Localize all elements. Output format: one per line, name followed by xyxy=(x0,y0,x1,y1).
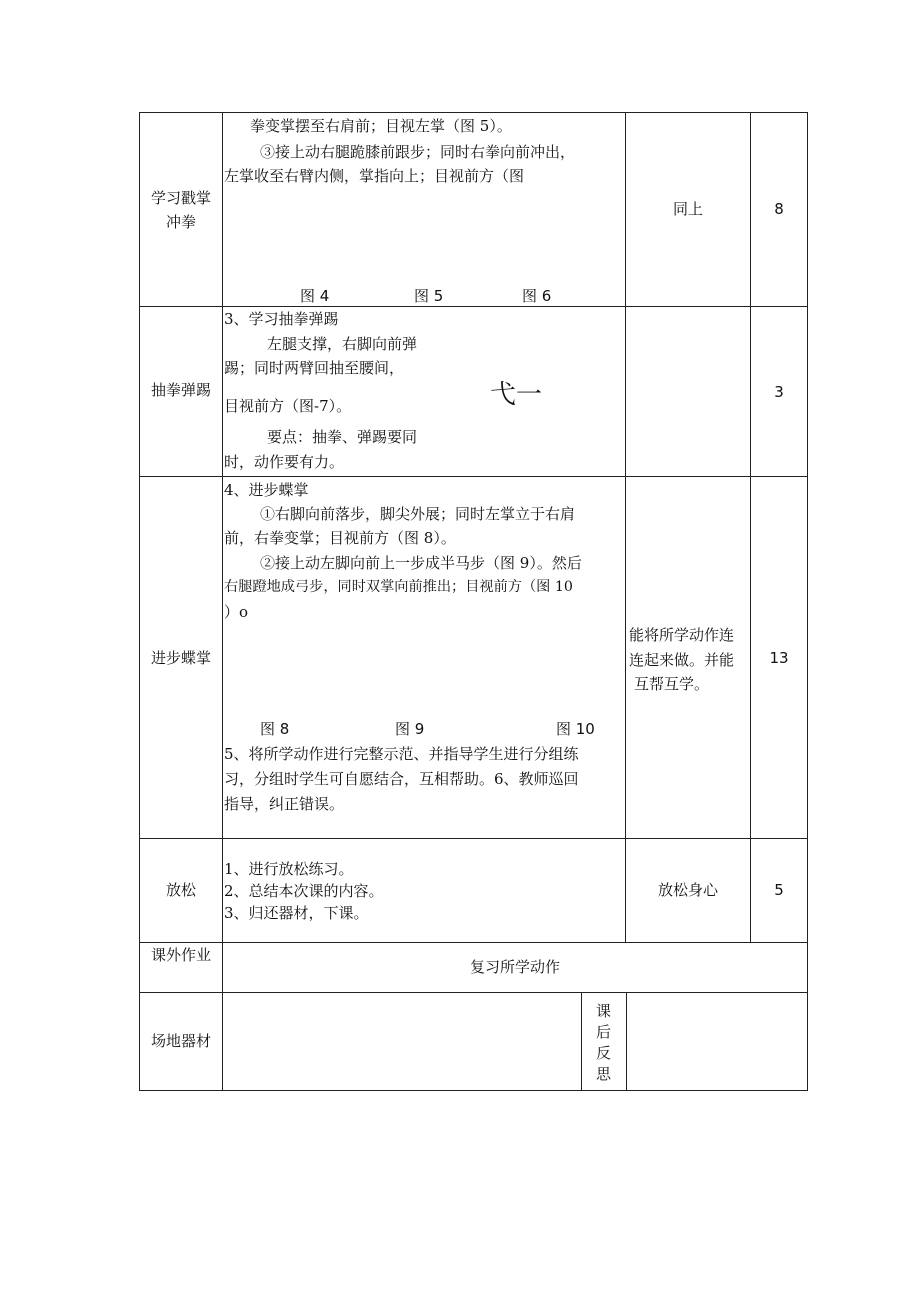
row5-name: 课外作业 xyxy=(150,946,211,964)
row3-line: 4、进步蝶掌 xyxy=(224,481,309,499)
homework-content: 复习所学动作 xyxy=(469,958,560,976)
reflection-label-char: 后 xyxy=(596,1023,612,1041)
row3-requirement: 能将所学动作连 xyxy=(629,626,735,644)
row-border xyxy=(139,942,808,943)
row-border xyxy=(139,306,808,307)
row3-count: 13 xyxy=(769,649,789,667)
row1-requirement: 同上 xyxy=(672,200,703,218)
row1-line: 拳变掌摆至右肩前；目视左掌（图 5）。 xyxy=(250,117,512,135)
fig-caption: 图 4 xyxy=(300,287,330,305)
row2-line: 踢；同时两臂回抽至腰间， xyxy=(224,359,405,377)
row3-extra-line: 习，分组时学生可自愿结合，互相帮助。6、教师巡回 xyxy=(224,770,579,788)
row-border xyxy=(139,992,808,993)
row-border xyxy=(139,1090,808,1091)
row4-count: 5 xyxy=(774,881,784,899)
row-border xyxy=(139,838,808,839)
col-border xyxy=(625,112,626,943)
row4-line: 1、进行放松练习。 xyxy=(224,860,354,878)
col-border xyxy=(581,992,582,1091)
row3-line: 右腿蹬地成弓步，同时双掌向前推出；目视前方（图 10 xyxy=(224,579,573,595)
row4-name: 放松 xyxy=(165,881,196,899)
row4-requirement: 放松身心 xyxy=(657,881,718,899)
row3-line: ①右脚向前落步，脚尖外展；同时左掌立于右肩 xyxy=(260,505,576,523)
fig-caption: 图 8 xyxy=(260,720,290,738)
fig-caption: 图 10 xyxy=(556,720,595,738)
col-border xyxy=(222,112,223,1091)
row2-name: 抽拳弹踢 xyxy=(150,381,211,399)
row1-line: ③接上动右腿跪膝前跟步；同时右拳向前冲出， xyxy=(260,143,576,161)
fig-caption: 图 5 xyxy=(414,287,444,305)
row3-line: 前，右拳变掌；目视前方（图 8）。 xyxy=(224,529,456,547)
reflection-label-char: 思 xyxy=(596,1065,612,1083)
row3-name: 进步蝶掌 xyxy=(150,649,211,667)
row-border xyxy=(139,112,808,113)
row3-extra-line: 指导，纠正错误。 xyxy=(224,795,345,813)
row3-extra-line: 5、将所学动作进行完整示范、并指导学生进行分组练 xyxy=(224,745,579,763)
row4-line: 3、归还器材，下课。 xyxy=(224,904,369,922)
reflection-label-char: 课 xyxy=(596,1002,612,1020)
row3-requirement: 互帮互学。 xyxy=(634,675,710,693)
row-border xyxy=(139,476,808,477)
figure-7-glyph: 弋一 xyxy=(490,380,543,410)
row2-count: 3 xyxy=(774,383,784,401)
row2-line: 要点：抽拳、弹踢要同 xyxy=(267,428,418,446)
row2-line: 目视前方（图-7）。 xyxy=(224,397,352,415)
row1-count: 8 xyxy=(774,200,784,218)
row3-requirement: 连起来做。并能 xyxy=(629,651,735,669)
row2-line: 左腿支撑，右脚向前弹 xyxy=(267,335,418,353)
row4-line: 2、总结本次课的内容。 xyxy=(224,882,384,900)
fig-caption: 图 6 xyxy=(522,287,552,305)
row2-line: 3、学习抽拳弹踢 xyxy=(224,310,339,328)
reflection-label-char: 反 xyxy=(596,1044,612,1062)
fig-caption: 图 9 xyxy=(395,720,425,738)
col-border xyxy=(750,112,751,943)
row1-name: 学习戳掌 冲拳 xyxy=(150,189,211,231)
row2-line: 时，动作要有力。 xyxy=(224,453,345,471)
col-border xyxy=(807,112,808,1091)
col-border xyxy=(139,112,140,1091)
row6-name: 场地器材 xyxy=(150,1032,211,1050)
col-border xyxy=(626,992,627,1091)
row3-line: ②接上动左脚向前上一步成半马步（图 9）。然后 xyxy=(260,554,582,572)
row1-line: 左掌收至右臂内侧，掌指向上；目视前方（图 xyxy=(224,167,525,185)
row3-line: ）o xyxy=(224,603,249,621)
